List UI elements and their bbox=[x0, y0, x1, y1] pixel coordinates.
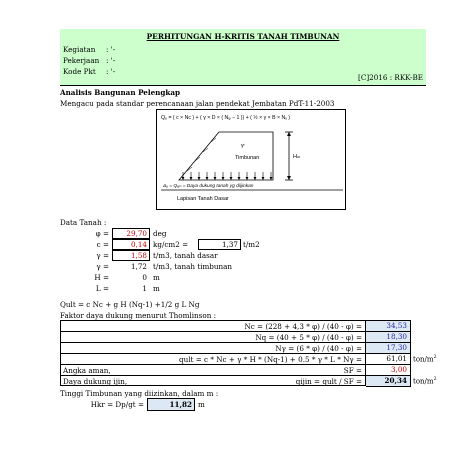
base-layer-label: Lapisan Tanah Dasar bbox=[177, 196, 229, 202]
page-title: PERHITUNGAN H-KRITIS TANAH TIMBUNAN bbox=[146, 32, 340, 41]
qult-value[interactable]: 61,01 bbox=[366, 353, 411, 364]
kegiatan-sep: : bbox=[106, 45, 109, 54]
l-unit: m bbox=[153, 284, 160, 293]
bearing-label: Δᵤ = Qᵤᵢₙ = Daya dukung tanah yg diijinkan bbox=[163, 184, 254, 189]
qijin-row bbox=[60, 375, 366, 386]
section-subtitle: Mengacu pada standar perencanaan jalan pendekat Jembatan PdT-11-2003 bbox=[60, 99, 335, 108]
h-cell[interactable]: 0 bbox=[142, 273, 147, 282]
kode-pkt-sep: : bbox=[106, 67, 109, 76]
qult-calc-formula: qult = c * Nc + γ * H * (Nq-1) + 0.5 * γ * L * Nγ = bbox=[179, 355, 362, 364]
gamma-dasar-unit: t/m3, tanah dasar bbox=[153, 251, 218, 260]
hkr-heading: Tinggi Timbunan yang diizinkan, dalam m : bbox=[60, 389, 219, 398]
section-heading: Analisis Bangunan Pelengkap bbox=[60, 88, 181, 97]
copyright-label: [C]2016 : RKK-BE bbox=[358, 73, 423, 82]
c-unit: kg/cm2 = bbox=[153, 240, 189, 249]
factor-heading: Faktor daya dukung menurut Thomlinson : bbox=[60, 311, 217, 320]
pekerjaan-value[interactable]: '- bbox=[110, 56, 116, 65]
l-cell[interactable]: 1 bbox=[142, 284, 147, 293]
gamma-timbunan-cell[interactable]: 1,72 bbox=[130, 262, 147, 271]
gamma-dasar-input[interactable]: 1,58 bbox=[112, 250, 150, 261]
pekerjaan-sep: : bbox=[106, 56, 109, 65]
qijin-unit: ton/$m^2$ bbox=[413, 376, 437, 386]
ngamma-row bbox=[60, 342, 366, 353]
embankment-svg bbox=[157, 110, 347, 211]
kode-pkt-row bbox=[63, 67, 115, 76]
qijin-formula: qijin = qult / SF = bbox=[295, 377, 362, 386]
qijin-left-label: Daya dukung ijin, bbox=[63, 377, 128, 386]
ngamma-formula: Nγ = (6 * φ) / (40 - φ) = bbox=[275, 344, 362, 353]
gamma-t-label: γᵗ bbox=[241, 143, 245, 149]
header-panel bbox=[60, 29, 426, 85]
phi-symbol: φ = bbox=[95, 229, 109, 238]
c-input[interactable]: 0,14 bbox=[112, 239, 150, 250]
sf-value[interactable]: 3,00 bbox=[366, 364, 411, 375]
phi-unit: deg bbox=[153, 229, 167, 238]
load-arrows bbox=[183, 172, 271, 180]
h-symbol: H = bbox=[94, 273, 109, 282]
qult-unit: ton/$m^2$ bbox=[413, 354, 437, 364]
qult-formula: Qult = c Nc + g H (Nq-1) +1/2 g L Ng bbox=[60, 300, 200, 309]
height-label: Hₘ bbox=[293, 154, 301, 160]
hkr-label: Hkr = Dp/gt = bbox=[90, 400, 144, 409]
kode-pkt-label: Kode Pkt bbox=[63, 67, 96, 76]
pekerjaan-row bbox=[63, 56, 115, 65]
sf-left-label: Angka aman, bbox=[63, 366, 111, 375]
nc-value[interactable]: 34,53 bbox=[366, 320, 411, 331]
gamma-timbunan-unit: t/m3, tanah timbunan bbox=[153, 262, 233, 271]
qult-row bbox=[60, 353, 366, 364]
kegiatan-label: Kegiatan bbox=[63, 45, 96, 54]
hkr-unit: m bbox=[198, 400, 205, 409]
sf-row bbox=[60, 364, 366, 375]
kegiatan-row bbox=[63, 45, 115, 54]
header-divider bbox=[60, 85, 426, 86]
nc-row bbox=[60, 320, 366, 331]
ngamma-value[interactable]: 17,30 bbox=[366, 342, 411, 353]
timbunan-label: Timbunan bbox=[235, 155, 260, 161]
l-symbol: L = bbox=[95, 284, 109, 293]
data-tanah-heading: Data Tanah : bbox=[60, 218, 107, 227]
pekerjaan-label: Pekerjaan bbox=[63, 56, 100, 65]
qijin-value[interactable]: 20,34 bbox=[366, 375, 411, 387]
kode-pkt-value[interactable]: '- bbox=[110, 67, 116, 76]
c-converted-cell[interactable]: 1,37 bbox=[198, 239, 241, 250]
nq-row bbox=[60, 331, 366, 342]
nq-value[interactable]: 18,30 bbox=[366, 331, 411, 342]
phi-input[interactable]: 29,70 bbox=[112, 228, 150, 239]
c-symbol: c = bbox=[96, 240, 109, 249]
kegiatan-value[interactable]: '- bbox=[110, 45, 116, 54]
sf-formula: SF = bbox=[343, 366, 362, 375]
h-unit: m bbox=[153, 273, 160, 282]
nq-formula: Nq = (40 + 5 * φ) / (40 - φ) = bbox=[255, 333, 362, 342]
nc-formula: Nc = (228 + 4,3 * φ) / (40 - φ) = bbox=[244, 322, 362, 331]
gamma-dasar-symbol: γ = bbox=[96, 251, 109, 260]
embankment-diagram bbox=[156, 109, 346, 210]
diagram-formula: Qᵤ = ( c × Nᴄ ) + ( γ × D × ( Nᵩ − 1 )) + ( ½ × γ × B × Nᵧ ) bbox=[161, 115, 291, 121]
hkr-value[interactable]: 11,82 bbox=[147, 398, 195, 411]
c-converted-unit: t/m2 bbox=[243, 240, 260, 249]
gamma-timbunan-symbol: γ = bbox=[96, 262, 109, 271]
